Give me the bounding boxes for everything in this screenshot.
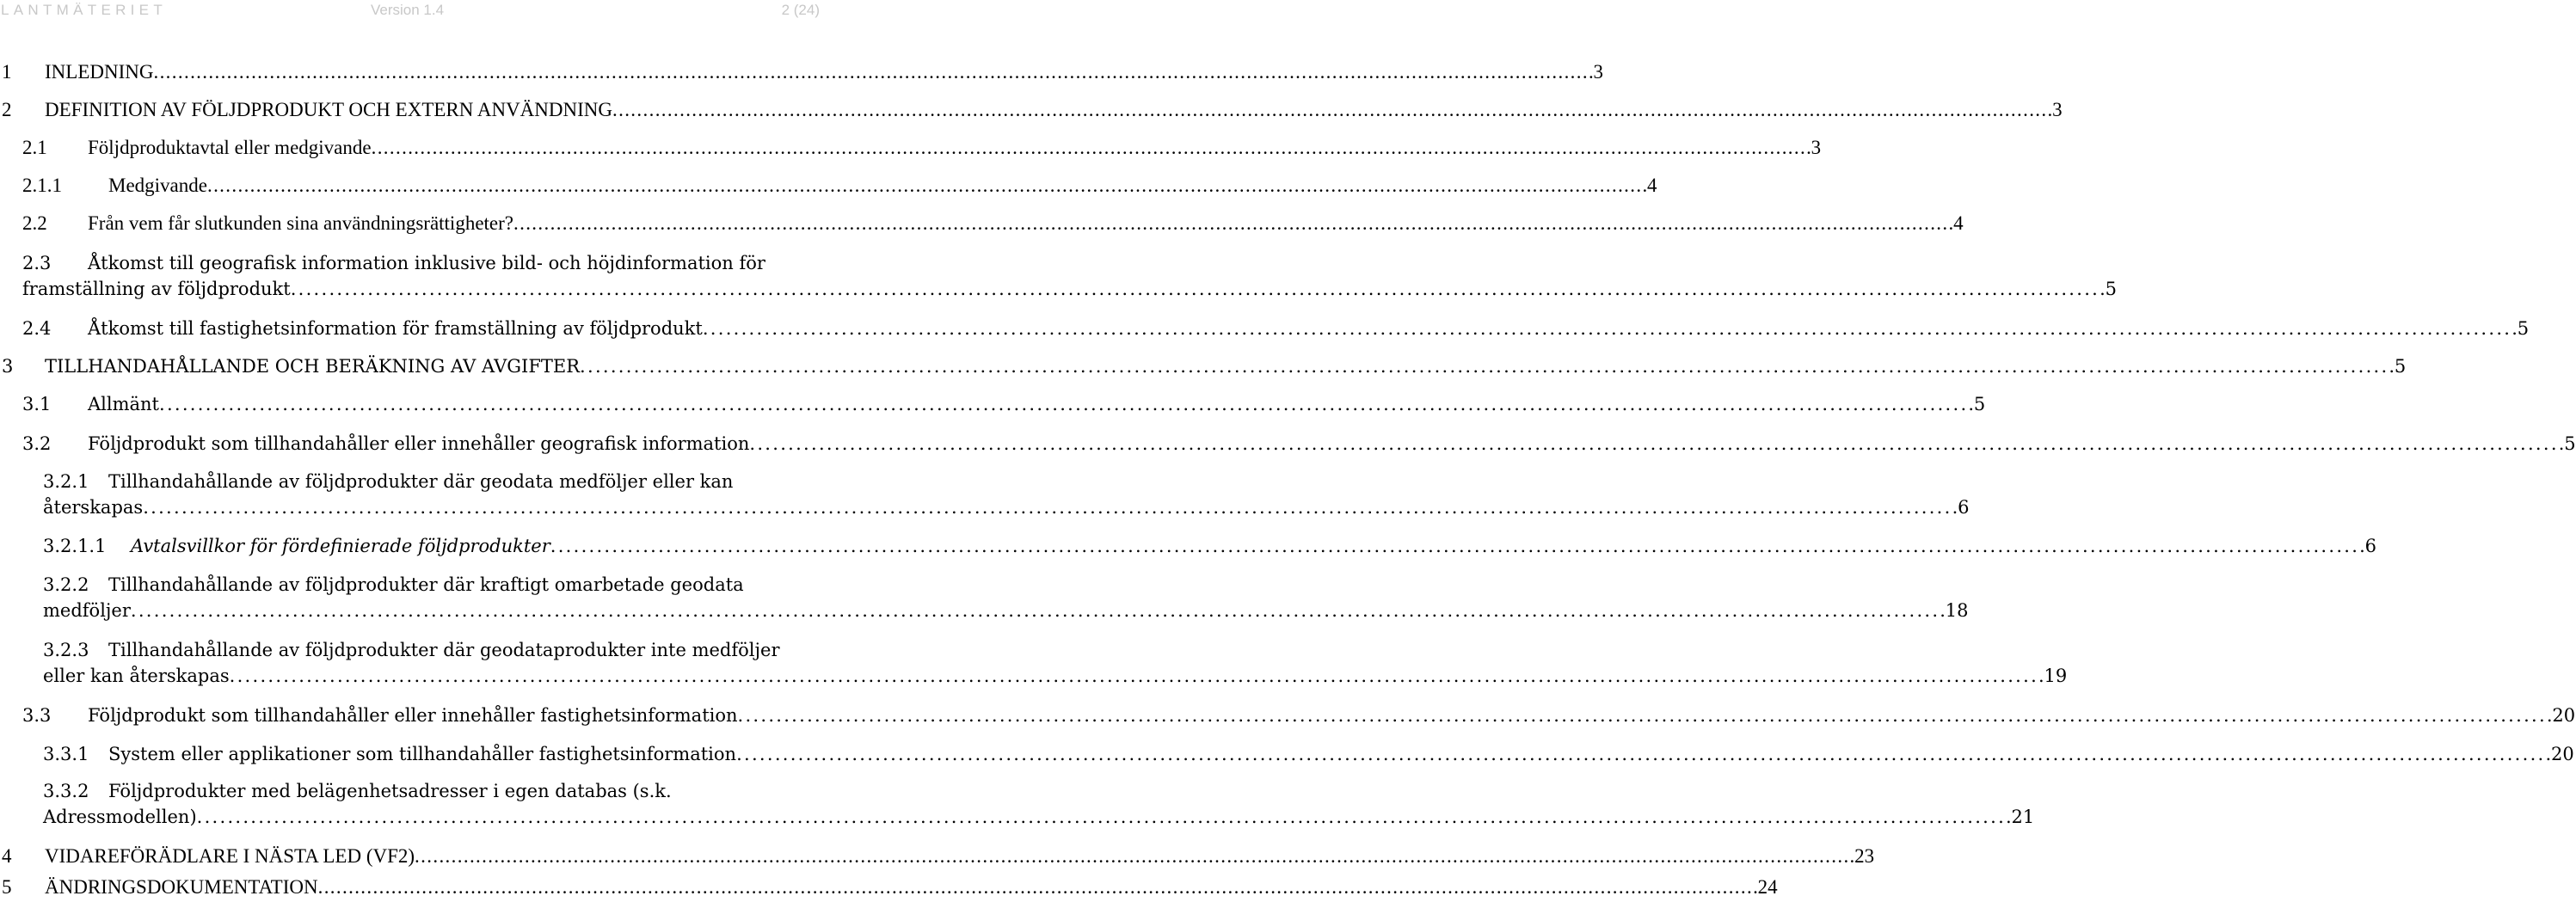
toc-entry[interactable]	[22, 173, 1657, 199]
toc-leader-dots	[550, 533, 2364, 559]
toc-entry[interactable]	[22, 250, 2117, 302]
toc-leader-dots	[513, 211, 1952, 236]
toc-entry[interactable]	[22, 431, 2576, 457]
toc-leader-dots	[415, 844, 1853, 869]
toc-entry-number: 1	[2, 61, 12, 83]
toc-entry-title: ÄNDRINGSDOKUMENTATION	[45, 876, 318, 898]
toc-entry-title-continued: Adressmodellen)	[43, 807, 197, 827]
toc-entry[interactable]	[43, 637, 2068, 689]
toc-entry-title: INLEDNING	[45, 61, 154, 83]
organization-name: LANTMÄTERIET	[1, 2, 168, 18]
toc-entry-page: 21	[2011, 807, 2035, 827]
toc-leader-dots	[612, 97, 2050, 123]
toc-entry-number: 3.3	[22, 705, 52, 726]
toc-leader-dots	[736, 741, 2549, 767]
toc-entry-title: Följdprodukter med belägenhetsadresser i egen databas (s.k.	[108, 781, 672, 801]
toc-entry-page: 5	[2564, 433, 2576, 454]
toc-leader-dots	[372, 135, 1810, 161]
toc-entry-title: Följdprodukt som tillhandahåller eller innehåller geografisk information	[88, 433, 750, 454]
toc-entry-title: VIDAREFÖRÄDLARE I NÄSTA LED (VF2)	[45, 845, 415, 867]
toc-leader-dots	[153, 59, 1591, 85]
toc-leader-dots	[749, 431, 2562, 457]
toc-entry[interactable]	[2, 59, 1604, 85]
toc-entry-title: Följdproduktavtal eller medgivande	[88, 137, 372, 158]
toc-entry-title: Medgivande	[108, 175, 207, 196]
toc-leader-dots	[318, 874, 1756, 900]
toc-entry-page: 5	[1973, 394, 1986, 414]
toc-leader-dots	[197, 804, 2010, 830]
toc-entry-page: 5	[2517, 318, 2530, 339]
toc-entry-title: Åtkomst till fastighetsinformation för framställning av följdprodukt	[88, 318, 703, 339]
toc-entry-title-continued: återskapas	[43, 497, 144, 518]
toc-entry-number: 4	[2, 845, 12, 867]
toc-entry-number: 2.2	[22, 212, 47, 234]
toc-leader-dots	[207, 173, 1645, 199]
toc-entry-page: 4	[1647, 175, 1657, 196]
toc-entry-page: 5	[2105, 279, 2117, 299]
toc-entry-title: Från vem får slutkunden sina användningsrättigheter?	[88, 212, 513, 234]
toc-entry-page: 3	[1811, 137, 1822, 158]
toc-leader-dots	[291, 276, 2104, 302]
toc-leader-dots	[703, 316, 2516, 341]
toc-entry-page: 19	[2044, 666, 2068, 686]
toc-entry-title: Tillhandahållande av följdprodukter där geodata medföljer eller kan	[108, 471, 734, 492]
toc-entry-title: TILLHANDAHÅLLANDE OCH BERÄKNING AV AVGIFTER	[45, 356, 581, 377]
toc-entry-page: 23	[1854, 845, 1875, 867]
toc-entry[interactable]	[22, 316, 2530, 341]
toc-entry-title-continued: eller kan återskapas	[43, 666, 230, 686]
toc-entry-title-continued: medföljer	[43, 600, 131, 621]
toc-entry-number: 3.2.1.1	[43, 536, 107, 556]
toc-entry-number: 3	[2, 356, 14, 377]
toc-entry[interactable]	[2, 97, 2063, 123]
toc-entry[interactable]	[43, 778, 2035, 830]
toc-entry-page: 20	[2550, 744, 2574, 764]
toc-entry-title: Avtalsvillkor för fördefinierade följdprodukter	[131, 536, 550, 556]
toc-leader-dots	[580, 353, 2393, 379]
toc-entry-number: 3.2.1	[43, 471, 89, 492]
toc-entry-number: 2.4	[22, 318, 52, 339]
toc-leader-dots	[230, 663, 2043, 689]
toc-entry-number: 3.1	[22, 394, 52, 414]
toc-entry-number: 2	[2, 99, 12, 120]
toc-entry-number: 3.2.3	[43, 640, 89, 660]
toc-entry-title: System eller applikationer som tillhandahåller fastighetsinformation	[108, 744, 737, 764]
toc-entry-page: 20	[2552, 705, 2576, 726]
toc-entry-page: 18	[1945, 600, 1969, 621]
toc-entry-title: Följdprodukt som tillhandahåller eller innehåller fastighetsinformation	[88, 705, 738, 726]
toc-entry-page: 6	[1958, 497, 1970, 518]
toc-leader-dots	[131, 598, 1944, 623]
toc-entry[interactable]	[2, 874, 1778, 900]
toc-entry[interactable]	[43, 469, 1970, 520]
page-header	[0, 0, 826, 24]
toc-entry-page: 24	[1757, 876, 1778, 898]
toc-entry-title: DEFINITION AV FÖLJDPRODUKT OCH EXTERN ANVÄNDNING	[45, 99, 612, 120]
toc-entry-title: Åtkomst till geografisk information inklusive bild- och höjdinformation för	[88, 253, 765, 273]
toc-entry[interactable]	[2, 844, 1875, 869]
toc-entry[interactable]	[22, 391, 1986, 417]
toc-entry-number: 3.3.2	[43, 781, 89, 801]
toc-entry-page: 4	[1953, 212, 1964, 234]
document-version: Version 1.4	[371, 2, 445, 18]
toc-entry-number: 3.3.1	[43, 744, 89, 764]
toc-entry-page: 6	[2364, 536, 2377, 556]
toc-entry-title-continued: framställning av följdprodukt	[22, 279, 291, 299]
toc-entry-number: 2.3	[22, 253, 52, 273]
toc-entry[interactable]	[22, 135, 1822, 161]
toc-entry[interactable]	[43, 533, 2377, 559]
toc-entry[interactable]	[22, 211, 1964, 236]
toc-entry[interactable]	[22, 703, 2576, 728]
toc-entry-page: 5	[2394, 356, 2407, 377]
toc-entry-title: Tillhandahållande av följdprodukter där geodataprodukter inte medföljer	[108, 640, 780, 660]
toc-entry-number: 2.1	[22, 137, 47, 158]
toc-entry-page: 3	[1593, 61, 1604, 83]
toc-entry-page: 3	[2052, 99, 2063, 120]
toc-entry[interactable]	[43, 741, 2574, 767]
toc-entry-number: 5	[2, 876, 12, 898]
toc-entry-number: 3.2	[22, 433, 52, 454]
toc-entry-number: 3.2.2	[43, 574, 89, 595]
toc-entry[interactable]	[2, 353, 2407, 379]
toc-leader-dots	[738, 703, 2551, 728]
toc-entry[interactable]	[43, 572, 1969, 623]
toc-leader-dots	[159, 391, 1972, 417]
page-number: 2 (24)	[781, 2, 820, 18]
toc-entry-number: 2.1.1	[22, 175, 62, 196]
toc-entry-title: Allmänt	[88, 394, 159, 414]
toc-entry-title: Tillhandahållande av följdprodukter där kraftigt omarbetade geodata	[108, 574, 744, 595]
toc-leader-dots	[143, 494, 1956, 520]
